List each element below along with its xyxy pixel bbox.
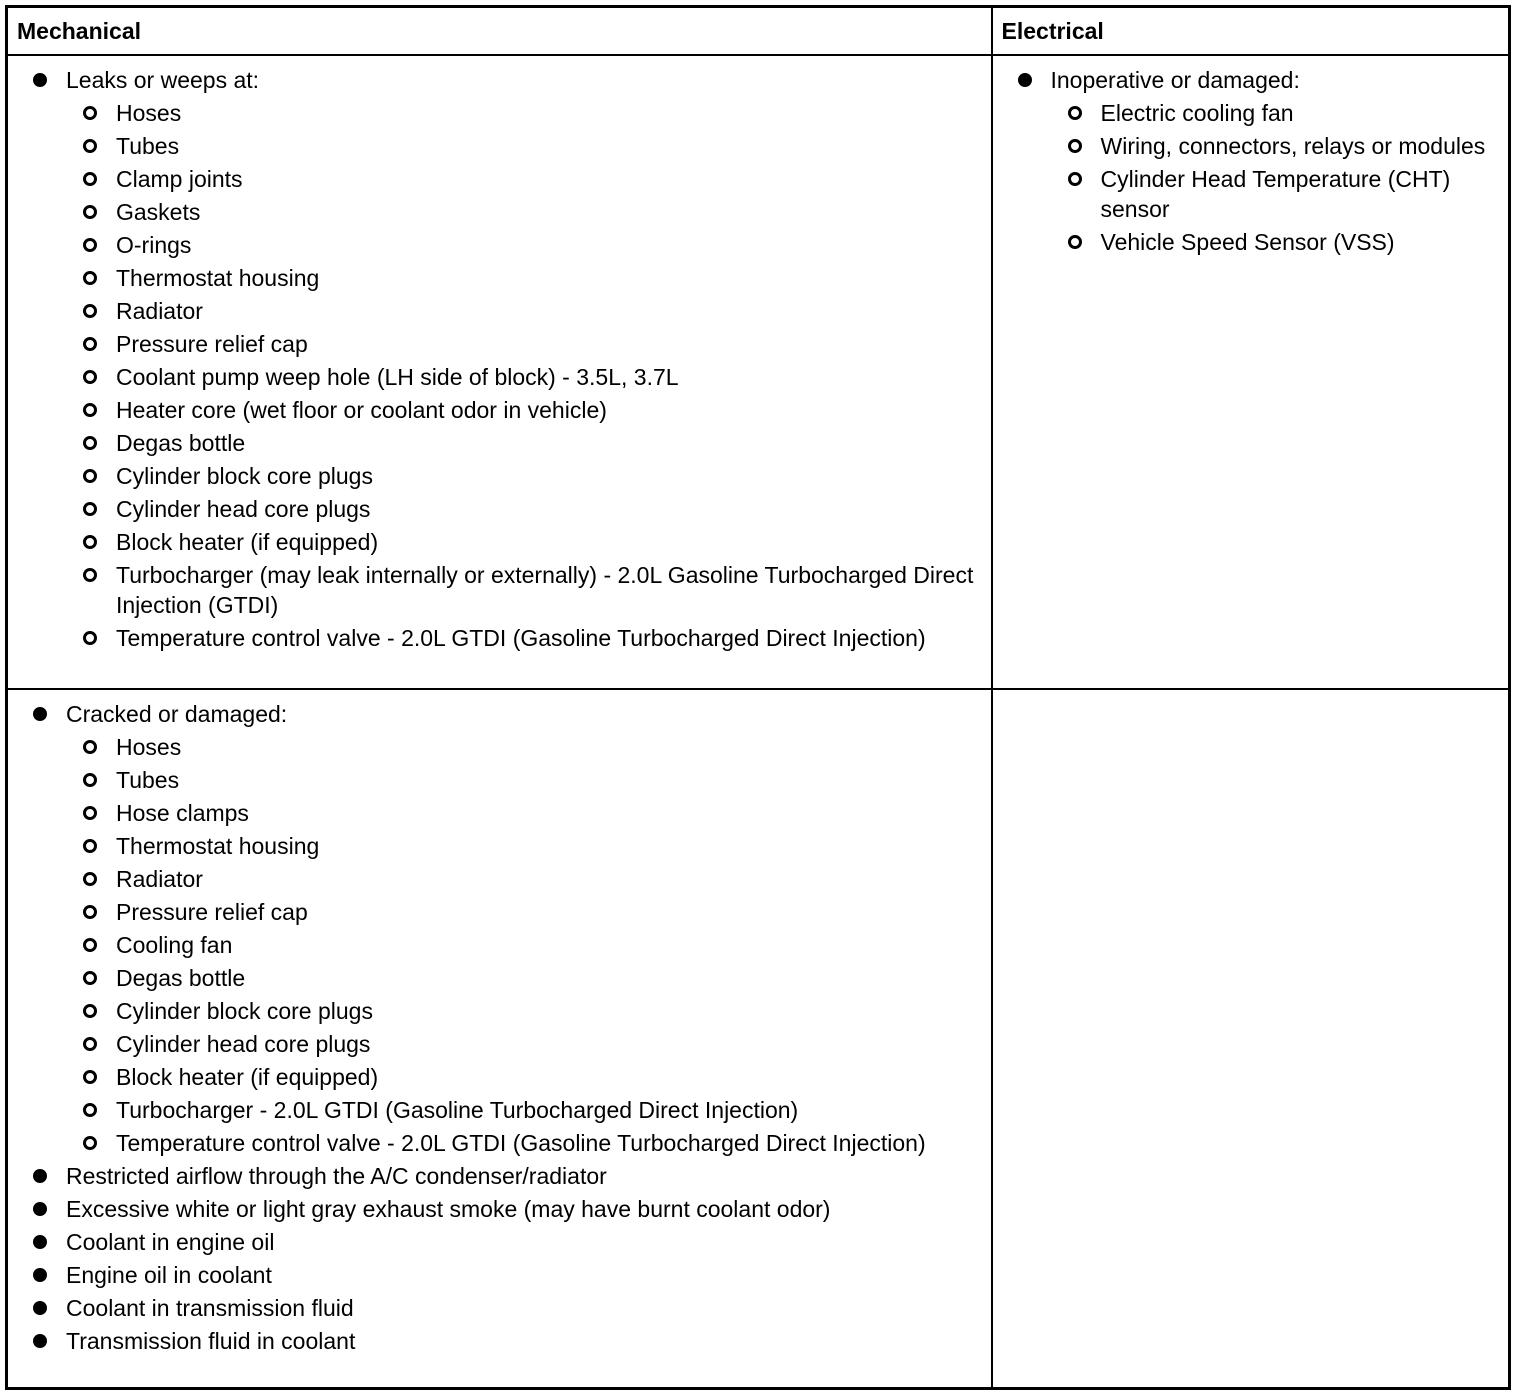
list-item-label: Inoperative or damaged: bbox=[1050, 67, 1300, 93]
list-item-label: Cracked or damaged: bbox=[66, 701, 288, 727]
sub-list-item-label: Block heater (if equipped) bbox=[116, 1064, 379, 1090]
sub-list-item bbox=[116, 560, 983, 620]
sub-list-item-label: Hoses bbox=[116, 734, 182, 760]
sub-list-item-label: Vehicle Speed Sensor (VSS) bbox=[1100, 229, 1395, 255]
hollow-bullet-icon bbox=[83, 631, 97, 645]
hollow-bullet-icon bbox=[83, 872, 97, 886]
list-item bbox=[66, 1260, 983, 1290]
list-item bbox=[66, 65, 983, 653]
sub-list-item-label: Wiring, connectors, relays or modules bbox=[1100, 133, 1486, 159]
hollow-bullet-icon bbox=[83, 469, 97, 483]
list-item-label: Coolant in transmission fluid bbox=[66, 1295, 354, 1321]
sub-list-item bbox=[116, 527, 983, 557]
sub-list-item bbox=[116, 765, 983, 795]
hollow-bullet-icon bbox=[83, 106, 97, 120]
sub-list-item-label: Block heater (if equipped) bbox=[116, 529, 379, 555]
sub-list bbox=[66, 98, 983, 653]
sub-list-item-label: Degas bottle bbox=[116, 430, 246, 456]
sub-list-item bbox=[116, 164, 983, 194]
sub-list-item bbox=[116, 831, 983, 861]
hollow-bullet-icon bbox=[83, 568, 97, 582]
filled-bullet-icon bbox=[33, 1334, 47, 1348]
sub-list-item-label: Thermostat housing bbox=[116, 833, 320, 859]
sub-list-item bbox=[116, 1062, 983, 1092]
hollow-bullet-icon bbox=[83, 839, 97, 853]
hollow-bullet-icon bbox=[83, 938, 97, 952]
sub-list-item-label: O-rings bbox=[116, 232, 192, 258]
mechanical-header: Mechanical bbox=[7, 7, 992, 56]
hollow-bullet-icon bbox=[83, 1070, 97, 1084]
hollow-bullet-icon bbox=[83, 806, 97, 820]
hollow-bullet-icon bbox=[83, 337, 97, 351]
filled-bullet-icon bbox=[33, 1301, 47, 1315]
sub-list-item-label: Electric cooling fan bbox=[1100, 100, 1294, 126]
list-item-label: Excessive white or light gray exhaust smoke (may have burnt coolant odor) bbox=[66, 1196, 831, 1222]
electrical-cell bbox=[992, 55, 1510, 689]
sub-list-item bbox=[116, 623, 983, 653]
sub-list-item bbox=[1101, 131, 1501, 161]
sub-list-item-label: Pressure relief cap bbox=[116, 331, 308, 357]
sub-list-item bbox=[116, 930, 983, 960]
hollow-bullet-icon bbox=[83, 905, 97, 919]
hollow-bullet-icon bbox=[1068, 235, 1082, 249]
bullet-list bbox=[993, 65, 1501, 257]
hollow-bullet-icon bbox=[83, 773, 97, 787]
hollow-bullet-icon bbox=[83, 1136, 97, 1150]
sub-list-item-label: Temperature control valve - 2.0L GTDI (Gasoline Turbocharged Direct Injection) bbox=[116, 625, 926, 651]
hollow-bullet-icon bbox=[83, 1004, 97, 1018]
sub-list-item-label: Cylinder block core plugs bbox=[116, 463, 373, 489]
sub-list-item bbox=[116, 461, 983, 491]
sub-list-item-label: Cooling fan bbox=[116, 932, 233, 958]
sub-list-item-label: Cylinder block core plugs bbox=[116, 998, 373, 1024]
sub-list-item-label: Tubes bbox=[116, 133, 180, 159]
sub-list-item-label: Clamp joints bbox=[116, 166, 243, 192]
sub-list-item-label: Hoses bbox=[116, 100, 182, 126]
list-item bbox=[66, 1293, 983, 1323]
sub-list-item bbox=[1101, 98, 1501, 128]
sub-list-item-label: Coolant pump weep hole (LH side of block) - 3.5L, 3.7L bbox=[116, 364, 679, 390]
sub-list-item-label: Radiator bbox=[116, 866, 203, 892]
hollow-bullet-icon bbox=[83, 502, 97, 516]
electrical-header: Electrical bbox=[992, 7, 1510, 56]
sub-list-item-label: Heater core (wet floor or coolant odor in vehicle) bbox=[116, 397, 607, 423]
filled-bullet-icon bbox=[33, 73, 47, 87]
hollow-bullet-icon bbox=[1068, 172, 1082, 186]
sub-list-item bbox=[116, 362, 983, 392]
sub-list-item bbox=[116, 395, 983, 425]
sub-list-item-label: Degas bottle bbox=[116, 965, 246, 991]
sub-list-item-label: Cylinder head core plugs bbox=[116, 496, 371, 522]
sub-list-item bbox=[116, 996, 983, 1026]
list-item-label: Coolant in engine oil bbox=[66, 1229, 275, 1255]
hollow-bullet-icon bbox=[83, 139, 97, 153]
sub-list-item bbox=[116, 131, 983, 161]
sub-list-item bbox=[116, 897, 983, 927]
bullet-list bbox=[8, 699, 983, 1356]
sub-list-item bbox=[116, 494, 983, 524]
mechanical-cell bbox=[7, 689, 992, 1389]
sub-list-item bbox=[116, 263, 983, 293]
sub-list-item-label: Gaskets bbox=[116, 199, 201, 225]
sub-list-item bbox=[116, 1095, 983, 1125]
list-item bbox=[1051, 65, 1501, 257]
sub-list-item bbox=[116, 1128, 983, 1158]
filled-bullet-icon bbox=[33, 707, 47, 721]
filled-bullet-icon bbox=[1018, 73, 1032, 87]
hollow-bullet-icon bbox=[83, 172, 97, 186]
hollow-bullet-icon bbox=[83, 535, 97, 549]
list-item bbox=[66, 1227, 983, 1257]
list-item bbox=[66, 1161, 983, 1191]
sub-list-item bbox=[116, 798, 983, 828]
sub-list-item bbox=[116, 732, 983, 762]
sub-list-item bbox=[116, 864, 983, 894]
sub-list-item-label: Cylinder Head Temperature (CHT) sensor bbox=[1100, 166, 1451, 222]
mechanical-cell bbox=[7, 55, 992, 689]
sub-list-item bbox=[1101, 227, 1501, 257]
sub-list-item bbox=[1101, 164, 1501, 224]
sub-list-item bbox=[116, 428, 983, 458]
table-row bbox=[7, 55, 1510, 689]
electrical-cell bbox=[992, 689, 1510, 1389]
hollow-bullet-icon bbox=[83, 740, 97, 754]
sub-list bbox=[1051, 98, 1501, 257]
hollow-bullet-icon bbox=[83, 1037, 97, 1051]
table-row bbox=[7, 689, 1510, 1389]
hollow-bullet-icon bbox=[83, 403, 97, 417]
list-item-label: Restricted airflow through the A/C condenser/radiator bbox=[66, 1163, 607, 1189]
bullet-list bbox=[8, 65, 983, 653]
header-row bbox=[7, 7, 1510, 56]
hollow-bullet-icon bbox=[83, 436, 97, 450]
inspection-table bbox=[5, 5, 1511, 1390]
sub-list-item-label: Pressure relief cap bbox=[116, 899, 308, 925]
hollow-bullet-icon bbox=[1068, 106, 1082, 120]
list-item bbox=[66, 1194, 983, 1224]
list-item bbox=[66, 699, 983, 1158]
list-item bbox=[66, 1326, 983, 1356]
sub-list-item bbox=[116, 296, 983, 326]
sub-list-item-label: Cylinder head core plugs bbox=[116, 1031, 371, 1057]
sub-list-item bbox=[116, 963, 983, 993]
hollow-bullet-icon bbox=[83, 971, 97, 985]
sub-list-item-label: Turbocharger - 2.0L GTDI (Gasoline Turbocharged Direct Injection) bbox=[116, 1097, 799, 1123]
hollow-bullet-icon bbox=[83, 1103, 97, 1117]
filled-bullet-icon bbox=[33, 1235, 47, 1249]
sub-list-item-label: Hose clamps bbox=[116, 800, 249, 826]
list-item-label: Engine oil in coolant bbox=[66, 1262, 272, 1288]
sub-list-item-label: Temperature control valve - 2.0L GTDI (Gasoline Turbocharged Direct Injection) bbox=[116, 1130, 926, 1156]
sub-list-item-label: Radiator bbox=[116, 298, 203, 324]
hollow-bullet-icon bbox=[83, 205, 97, 219]
filled-bullet-icon bbox=[33, 1268, 47, 1282]
list-item-label: Transmission fluid in coolant bbox=[66, 1328, 356, 1354]
sub-list-item-label: Turbocharger (may leak internally or externally) - 2.0L Gasoline Turbocharged Direct Injection (GTDI) bbox=[116, 562, 974, 618]
sub-list-item bbox=[116, 1029, 983, 1059]
sub-list-item bbox=[116, 98, 983, 128]
sub-list bbox=[66, 732, 983, 1158]
list-item-label: Leaks or weeps at: bbox=[66, 67, 260, 93]
sub-list-item bbox=[116, 197, 983, 227]
hollow-bullet-icon bbox=[83, 370, 97, 384]
sub-list-item bbox=[116, 230, 983, 260]
hollow-bullet-icon bbox=[83, 238, 97, 252]
filled-bullet-icon bbox=[33, 1169, 47, 1183]
filled-bullet-icon bbox=[33, 1202, 47, 1216]
sub-list-item-label: Tubes bbox=[116, 767, 180, 793]
hollow-bullet-icon bbox=[83, 271, 97, 285]
sub-list-item bbox=[116, 329, 983, 359]
sub-list-item-label: Thermostat housing bbox=[116, 265, 320, 291]
hollow-bullet-icon bbox=[1068, 139, 1082, 153]
hollow-bullet-icon bbox=[83, 304, 97, 318]
